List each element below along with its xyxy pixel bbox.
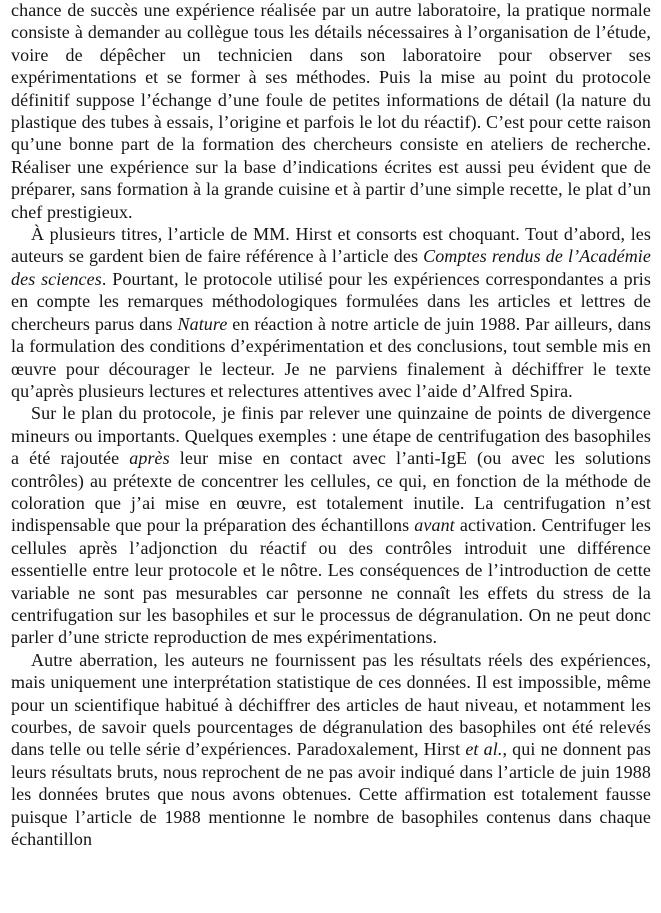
paragraph-3-italic-apres: après xyxy=(129,448,170,469)
paragraph-3 xyxy=(11,402,651,648)
paragraph-3-text-c: activation. Centrifuger les cellules après l’adjonction du réactif ou des contrôles introduit une différence essentielle entre leur protocole et le nôtre. Les conséquences de l’introduction de cette variable ne sont pas mesurables car personne ne connaît les effets du stress de la centrifugation sur les basophiles et sur le processus de dégranulation. On ne peut donc parler d’une stricte reproduction de mes expérimentations. xyxy=(11,515,651,648)
paragraph-1 xyxy=(11,0,651,223)
paragraph-2-text-a: À plusieurs titres, l’article de MM. Hirst et consorts est choquant. Tout d’abord, les auteurs se gardent bien de faire référence à l’article des xyxy=(11,224,651,267)
paragraph-4 xyxy=(11,649,651,851)
paragraph-2-italic-nature: Nature xyxy=(177,313,228,334)
paragraph-3-text-a: Sur le plan du protocole, je finis par relever une quinzaine de points de divergence mineurs ou importants. Quelques exemples : une étape de centrifugation des basophiles a été rajoutée xyxy=(11,403,651,469)
paragraph-4-italic-et-al: et al. xyxy=(465,739,503,760)
paragraph-2-italic-journal-title: Comptes rendus de l’Académie des sciences xyxy=(11,246,651,289)
paragraph-2-text-b: . Pourtant, le protocole utilisé pour les expériences correspondantes a pris en compte les remarques méthodologiques formulées dans les articles et lettres de chercheurs parus dans xyxy=(11,268,651,334)
paragraph-3-italic-avant: avant xyxy=(414,515,455,536)
paragraph-4-text-a: Autre aberration, les auteurs ne fournissent pas les résultats réels des expériences, mais uniquement une interprétation statistique de ces données. Il est impossible, même pour un scientifique habitué à déchiffrer des articles de haut niveau, et notamment les courbes, de savoir quels pourcentages de dégranulation des basophiles ont été relevés dans telle ou telle série d’expériences. Paradoxalement, Hirst xyxy=(11,649,651,760)
paragraph-2-text-c: en réaction à notre article de juin 1988. Par ailleurs, dans la formulation des conditions d’expérimentation et des conclusions, tout semble mis en œuvre pour décourager le lecteur. Je ne parviens finalement à déchiffrer le texte qu’après plusieurs lectures et relectures attentives avec l’aide d’Alfred Spira. xyxy=(11,313,651,401)
paragraph-1-text: chance de succès une expérience réalisée par un autre laboratoire, la pratique normale consiste à demander au collègue tous les détails nécessaires à l’organisation de l’étude, voire de dépêcher un technicien dans son laboratoire pour observer ses expérimentations et se former à ses méthodes. Puis la mise au point du protocole définitif suppose l’échange d’une foule de petites informations de détail (la nature du plastique des tubes à essais, l’origine et parfois le lot du réactif). C’est pour cette raison qu’une bonne part de la formation des chercheurs consiste en ateliers de recherche. Réaliser une expérience sur la base d’indications écrites est aussi peu évident que de préparer, sans formation à la grande cuisine et à partir d’une simple recette, le plat d’un chef prestigieux. xyxy=(11,0,651,222)
paragraph-2 xyxy=(11,223,651,402)
paragraph-3-text-b: leur mise en contact avec l’anti-IgE (ou avec les solutions contrôles) au prétexte de concentrer les cellules, ce qui, en fonction de la méthode de coloration que j’ai mise en œuvre, est totalement inutile. La centrifugation n’est indispensable que pour la préparation des échantillons xyxy=(11,448,651,536)
paragraph-4-text-b: , qui ne donnent pas leurs résultats bruts, nous reprochent de ne pas avoir indiqué dans l’article de juin 1988 les données brutes que nous avons obtenues. Cette affirmation est totalement fausse puisque l’article de 1988 mentionne le nombre de basophiles contenus dans chaque échantillon xyxy=(11,739,651,850)
